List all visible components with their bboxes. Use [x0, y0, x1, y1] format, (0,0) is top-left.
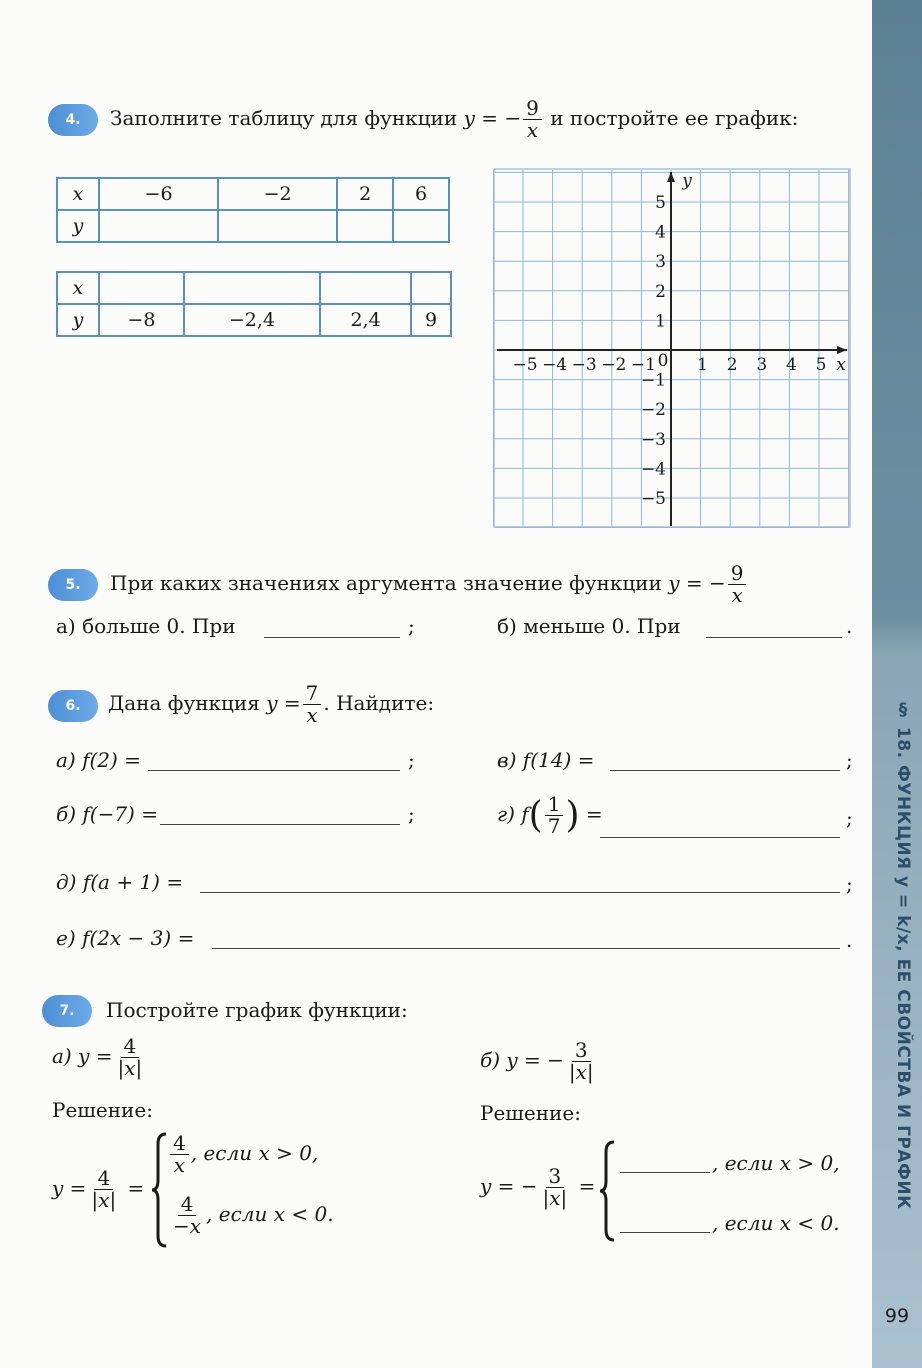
table-input-cell[interactable] — [99, 210, 218, 242]
task-6-text: Дана функция — [108, 691, 260, 715]
table-cell: 6 — [393, 178, 449, 210]
task-6-func: y = — [266, 691, 301, 715]
task-5-fraction — [728, 563, 747, 606]
task-5-badge: 5. — [48, 569, 98, 601]
task-6g-fraction — [545, 794, 564, 837]
task-6a: а) f(2) = — [56, 748, 141, 772]
semicolon: ; — [408, 802, 415, 826]
origin-label: 0 — [657, 351, 669, 371]
page-number: 99 — [884, 1305, 910, 1327]
x-axis-arrow — [837, 346, 847, 354]
frac-num: 3 — [572, 1040, 591, 1062]
y-tick-label: −4 — [640, 459, 666, 480]
x-tick-label: 3 — [756, 355, 768, 375]
table-input-cell[interactable] — [184, 272, 320, 304]
x-tick-label: −2 — [601, 355, 627, 375]
coordinate-grid[interactable] — [493, 168, 851, 528]
task-4-text-after: и постройте ее график: — [550, 106, 799, 130]
semicolon: ; — [408, 748, 415, 772]
frac-den: |x| — [117, 1056, 143, 1080]
frac-den: 7 — [547, 814, 561, 838]
table-y-label: y — [57, 210, 99, 242]
table-y-label: y — [57, 304, 99, 336]
task-6g — [497, 794, 603, 837]
answer-line-6v[interactable] — [610, 770, 840, 771]
period: . — [846, 614, 853, 638]
left-brace-b — [598, 1138, 618, 1244]
task-6-badge: 6. — [48, 690, 98, 722]
sol-a-y: y = — [52, 1176, 87, 1200]
x-tick-label: 4 — [785, 355, 797, 375]
y-tick-label: 1 — [655, 311, 666, 332]
x-tick-label: −4 — [542, 355, 568, 375]
period: . — [846, 928, 853, 952]
x-tick-label: −5 — [512, 355, 538, 375]
sol-b-y: y = − — [480, 1174, 538, 1198]
task-6e: е) f(2x − 3) = — [56, 926, 195, 950]
semicolon: ; — [408, 614, 415, 638]
frac-den: |x| — [568, 1060, 594, 1084]
frac-num: 4 — [94, 1168, 113, 1190]
value-table-2 — [56, 271, 452, 337]
frac-den: x — [526, 118, 539, 142]
value-table-1 — [56, 177, 450, 243]
answer-line-6b[interactable] — [160, 824, 400, 825]
paren-open: ( — [528, 795, 543, 836]
task-7b-label: б) y = − — [480, 1048, 564, 1072]
solution-b-lhs — [480, 1166, 595, 1209]
paren-close: ) — [565, 795, 580, 836]
frac-num: 3 — [546, 1166, 565, 1188]
task-5-func: y = − — [668, 571, 726, 595]
table-x-label: x — [57, 178, 99, 210]
task-6v: в) f(14) = — [497, 748, 595, 772]
frac-den: x — [731, 583, 743, 607]
y-tick-label: −1 — [640, 370, 666, 391]
task-6-fraction — [303, 683, 322, 726]
equals: = — [578, 1174, 596, 1198]
answer-line-7b-case2[interactable] — [620, 1232, 710, 1233]
table-cell: −8 — [99, 304, 184, 336]
left-brace-a — [150, 1130, 170, 1250]
task-7a-fraction — [115, 1036, 146, 1079]
task-6-text-after: . Найдите: — [323, 691, 435, 715]
sol-b-condition-1: , если x > 0, — [712, 1151, 840, 1175]
task-6g-label: г) f — [497, 802, 529, 826]
table-cell: 2,4 — [320, 304, 411, 336]
answer-line-6a[interactable] — [148, 770, 400, 771]
equals: = — [585, 802, 603, 826]
task-4-fraction — [523, 98, 542, 141]
case-2 — [168, 1194, 334, 1237]
frac-num: 9 — [523, 98, 542, 120]
table-cell: −2,4 — [184, 304, 320, 336]
frac-num: 4 — [121, 1036, 140, 1058]
case-1 — [168, 1133, 318, 1176]
table-input-cell[interactable] — [218, 210, 337, 242]
case-1-condition: , если x > 0, — [190, 1141, 319, 1165]
table-input-cell[interactable] — [393, 210, 449, 242]
frac-den: −x — [173, 1214, 202, 1238]
frac-den: x — [173, 1153, 185, 1177]
equals: = — [127, 1176, 145, 1200]
answer-line-7b-case1[interactable] — [620, 1172, 710, 1173]
task-5-part-b: б) меньше 0. При — [497, 614, 681, 638]
answer-line-5b[interactable] — [706, 637, 842, 638]
frac-den: |x| — [542, 1186, 568, 1210]
x-tick-label: −3 — [571, 355, 597, 375]
x-tick-label: 2 — [726, 355, 738, 375]
task-5-text: При каких значениях аргумента значение функции — [110, 571, 662, 595]
solution-a-lhs — [52, 1168, 144, 1211]
answer-line-6d[interactable] — [200, 892, 840, 893]
task-4-func: y = − — [463, 106, 522, 130]
x-tick-label: 1 — [697, 355, 709, 375]
y-tick-label: 2 — [655, 281, 666, 302]
task-7b — [480, 1040, 599, 1083]
case-2-condition: , если x < 0. — [206, 1202, 334, 1226]
table-input-cell[interactable] — [320, 272, 411, 304]
y-tick-label: 3 — [655, 252, 666, 273]
frac-num: 1 — [545, 794, 564, 816]
answer-line-6e[interactable] — [212, 948, 840, 949]
frac-num: 7 — [303, 683, 322, 705]
solution-b-label: Решение: — [480, 1101, 581, 1125]
y-tick-label: −3 — [640, 429, 666, 450]
y-tick-label: 5 — [655, 193, 666, 213]
y-axis-label: y — [682, 171, 692, 191]
table-input-cell[interactable] — [337, 210, 393, 242]
table-cell: −2 — [218, 178, 337, 210]
frac-num: 9 — [728, 563, 747, 585]
semicolon: ; — [846, 872, 853, 896]
task-7a-label: а) y = — [52, 1044, 113, 1068]
task-4-statement — [110, 98, 798, 141]
semicolon: ; — [846, 806, 853, 830]
solution-a-label: Решение: — [52, 1098, 153, 1122]
y-axis-arrow — [667, 172, 675, 182]
task-7-statement: Постройте график функции: — [106, 998, 408, 1022]
table-x-label: x — [57, 272, 99, 304]
table-input-cell[interactable] — [411, 272, 451, 304]
table-input-cell[interactable] — [99, 272, 184, 304]
task-6d: д) f(a + 1) = — [56, 870, 184, 894]
answer-line-5a[interactable] — [264, 637, 400, 638]
frac-den: |x| — [91, 1188, 117, 1212]
x-axis-label: x — [836, 355, 846, 375]
task-4-badge: 4. — [48, 104, 98, 136]
task-7a — [52, 1036, 147, 1079]
table-cell: 9 — [411, 304, 451, 336]
task-7b-fraction — [566, 1040, 597, 1083]
y-tick-label: 4 — [655, 222, 666, 243]
section-title: § 18. ФУНКЦИЯ y = k/x, ЕЕ СВОЙСТВА И ГРАФИК — [893, 700, 913, 1210]
table-cell: −6 — [99, 178, 218, 210]
frac-den: x — [306, 703, 318, 727]
y-tick-label: −2 — [640, 400, 666, 421]
task-4-text: Заполните таблицу для функции — [110, 106, 458, 130]
answer-line-6g[interactable] — [600, 837, 840, 838]
case-1-fraction — [170, 1133, 189, 1176]
semicolon: ; — [846, 748, 853, 772]
y-tick-label: −5 — [640, 489, 666, 509]
frac-num: 4 — [178, 1194, 197, 1216]
task-7-badge: 7. — [42, 995, 92, 1027]
task-5-part-a: а) больше 0. При — [56, 614, 236, 638]
task-6-statement — [108, 683, 434, 726]
case-2-fraction — [170, 1194, 204, 1237]
frac-num: 4 — [170, 1133, 189, 1155]
x-tick-label: −1 — [630, 355, 656, 375]
sol-a-fraction — [88, 1168, 119, 1211]
table-cell: 2 — [337, 178, 393, 210]
task-6b: б) f(−7) = — [56, 802, 158, 826]
sol-b-fraction — [540, 1166, 571, 1209]
sol-b-condition-2: , если x < 0. — [712, 1211, 840, 1235]
task-5-statement — [110, 563, 748, 606]
x-tick-label: 5 — [815, 355, 827, 375]
